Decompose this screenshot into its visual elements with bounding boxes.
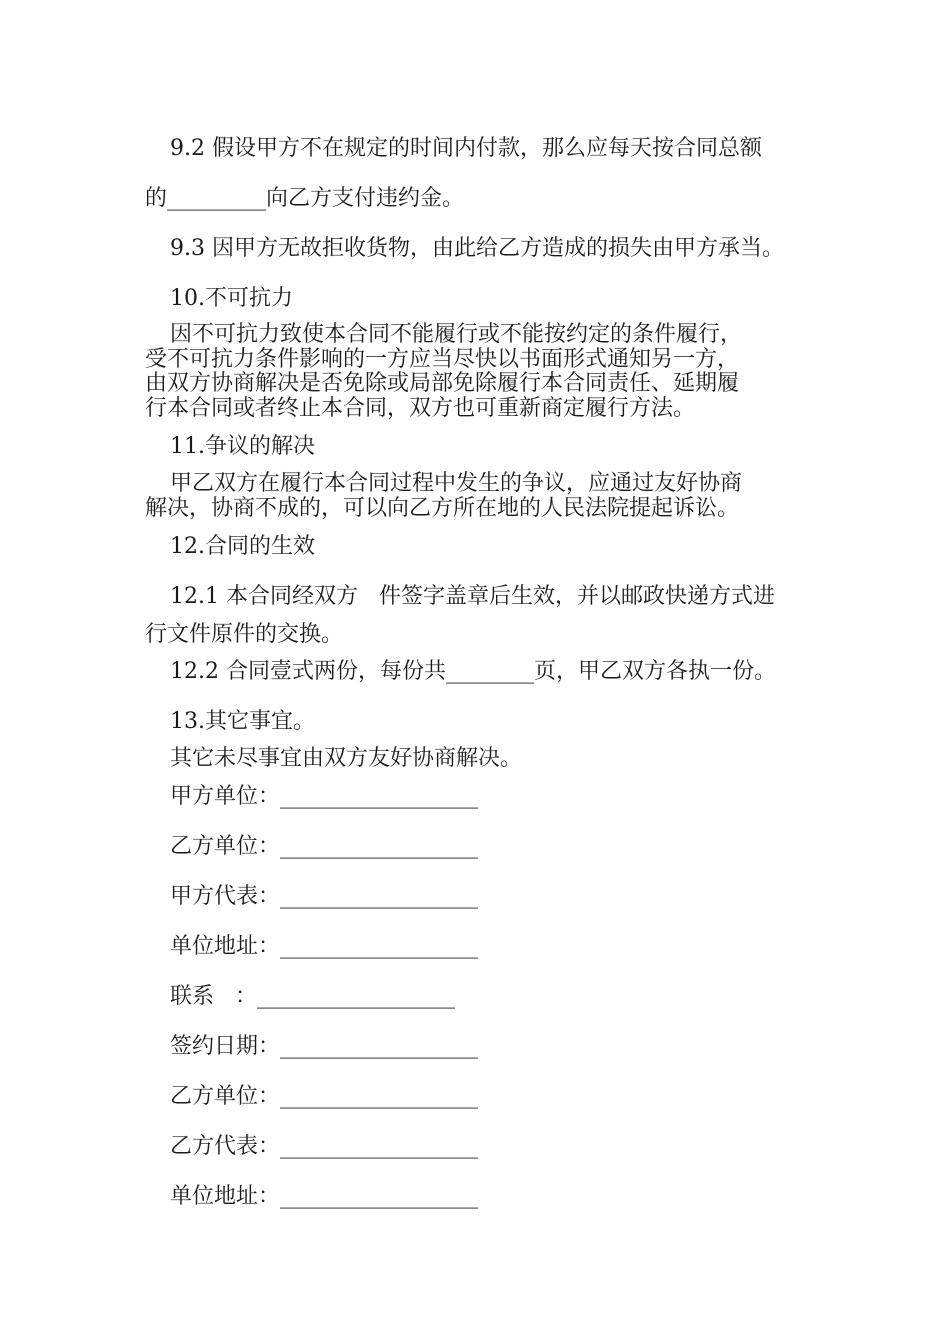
field-contact: 联系 ：__________________ xyxy=(170,984,455,1009)
paragraph-10-line-4: 行本合同或者终止本合同，双方也可重新商定履行方法。 xyxy=(145,395,696,421)
heading-11: 11.争议的解决 xyxy=(170,434,315,459)
clause-12-1-line-1: 12.1 本合同经双方 件签字盖章后生效，并以邮政快递方式进 xyxy=(170,584,775,609)
heading-13: 13.其它事宜。 xyxy=(170,709,315,734)
paragraph-11-line-1: 甲乙双方在履行本合同过程中发生的争议，应通过友好协商 xyxy=(170,471,743,496)
clause-9-3: 9.3 因甲方无故拒收货物，由此给乙方造成的损失由甲方承当。 xyxy=(170,236,784,261)
heading-12: 12.合同的生效 xyxy=(170,534,315,559)
field-party-b-unit-2: 乙方单位：__________________ xyxy=(170,1084,479,1109)
clause-12-1-line-2: 行文件原件的交换。 xyxy=(145,622,344,647)
clause-9-2-line-1: 9.2 假设甲方不在规定的时间内付款，那么应每天按合同总额 xyxy=(170,136,762,161)
paragraph-10-line-3: 由双方协商解决是否免除或局部免除履行本合同责任、延期履 xyxy=(145,371,740,396)
field-party-b-unit: 乙方单位：__________________ xyxy=(170,834,479,859)
field-party-a-unit: 甲方单位：__________________ xyxy=(170,784,479,809)
heading-10: 10.不可抗力 xyxy=(170,286,293,311)
paragraph-11 xyxy=(145,472,835,521)
paragraph-10-line-1: 因不可抗力致使本合同不能履行或不能按约定的条件履行， xyxy=(170,322,743,347)
field-signing-date: 签约日期：__________________ xyxy=(170,1034,479,1059)
clause-12-2: 12.2 合同壹式两份，每份共________页，甲乙双方各执一份。 xyxy=(170,659,776,684)
clause-9-2-line-2: 的_________向乙方支付违约金。 xyxy=(145,186,465,211)
paragraph-13: 其它未尽事宜由双方友好协商解决。 xyxy=(170,746,523,771)
paragraph-10 xyxy=(145,323,835,421)
paragraph-10-line-2: 受不可抗力条件影响的一方应当尽快以书面形式通知另一方， xyxy=(145,346,740,372)
paragraph-11-line-2: 解决，协商不成的，可以向乙方所在地的人民法院提起诉讼。 xyxy=(145,495,740,521)
field-unit-address: 单位地址：__________________ xyxy=(170,934,479,959)
field-party-b-representative: 乙方代表：__________________ xyxy=(170,1134,479,1159)
field-unit-address-2: 单位地址：__________________ xyxy=(170,1184,479,1209)
field-party-a-representative: 甲方代表：__________________ xyxy=(170,884,479,909)
